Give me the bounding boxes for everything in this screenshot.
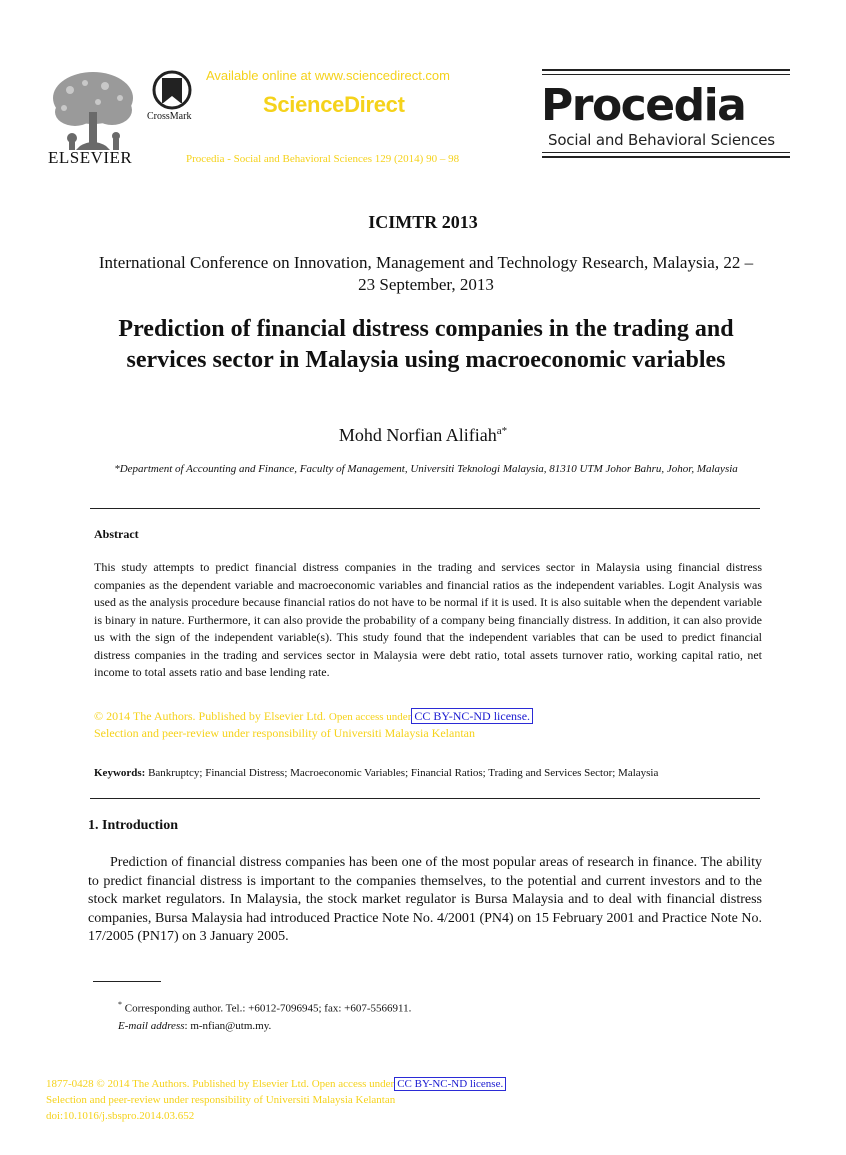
- author-affiliation: *Department of Accounting and Finance, Faculty of Management, Universiti Teknologi Malaysia, 81310 UTM Johor Bahru, Johor, Malaysia: [114, 463, 738, 475]
- license-link[interactable]: CC BY-NC-ND license.: [411, 708, 533, 724]
- keywords-label: Keywords:: [94, 767, 146, 779]
- procedia-rule-top: [542, 69, 790, 71]
- bottom-peer-review: Selection and peer-review under responsibility of Universiti Malaysia Kelantan: [46, 1094, 396, 1106]
- abstract-body: This study attempts to predict financial distress companies in the trading and services sector in Malaysia using financial distress companies as the dependent variable and macroeconomic variables and financial ratios as the independent variables. Logit Analysis was used as the analysis procedure because financial ratios do not have to be normal if it is used. It is also suitable when the dependent variable is binary in nature. Furthermore, it can also provide the probability of a company being financially distress. In addition, it can also provide us with the sign of the independent variable(s). This study found that the independent variables that can be used to predict financial distress companies in the trading and services sector in Malaysia were debt ratio, total assets turnover ratio, working capital ratio, net income to total assets ratio and base lending rate.: [94, 560, 762, 679]
- issn-copyright-line: [46, 1078, 506, 1090]
- footnote-mark: *: [118, 1000, 122, 1009]
- footnote-corresponding-text: Corresponding author. Tel.: +6012-7096945; fax: +607-5566911.: [124, 1002, 412, 1015]
- keywords-line: [94, 767, 658, 779]
- divider-bottom: [90, 798, 760, 799]
- publisher-wordmark: ELSEVIER: [48, 148, 133, 167]
- introduction-heading: 1. Introduction: [88, 818, 178, 833]
- crossmark-label: CrossMark: [147, 111, 192, 122]
- open-access-text: Open access under: [328, 711, 412, 723]
- procedia-logo: Procedia: [541, 80, 746, 131]
- issn-copyright-text: 1877-0428 © 2014 The Authors. Published by Elsevier Ltd.: [46, 1078, 309, 1090]
- procedia-rule-top-thin: [542, 74, 790, 75]
- abstract-heading: Abstract: [94, 527, 139, 541]
- introduction-body: Prediction of financial distress companies has been one of the most popular areas of research in finance. The ability to predict financial distress is important to the companies themselves, to the potential and current investors and to the stock market regulators. In Malaysia, the stock market regulator is Bursa Malaysia and to deal with financial distress companies, Bursa Malaysia had introduced Practice Note No. 4/2001 (PN4) on 15 February 2001 and Practice Note No. 17/2005 (PN17) on 3 January 2005.: [88, 855, 762, 944]
- procedia-subtitle: Social and Behavioral Sciences: [548, 131, 775, 149]
- peer-review-line: Selection and peer-review under responsibility of Universiti Malaysia Kelantan: [94, 726, 475, 740]
- footnote-corresponding: [118, 1000, 411, 1015]
- copyright-line: [94, 709, 533, 724]
- bottom-open-access-text: Open access under: [311, 1078, 395, 1090]
- paper-title: Prediction of financial distress companies in the trading and services sector in Malaysia using macroeconomic variables: [118, 316, 734, 373]
- conference-abbreviation: ICIMTR 2013: [368, 212, 478, 232]
- conference-full-name: International Conference on Innovation, Management and Technology Research, Malaysia, 22 – 23 September, 2013: [98, 253, 754, 294]
- email-label: E-mail address: [118, 1020, 185, 1032]
- doi-line[interactable]: doi:10.1016/j.sbspro.2014.03.652: [46, 1110, 195, 1122]
- footnote-email: [118, 1020, 271, 1032]
- divider-top: [90, 508, 760, 509]
- procedia-rule-bottom-thin: [542, 152, 790, 153]
- email-address[interactable]: : m-nfian@utm.my.: [184, 1020, 272, 1032]
- sciencedirect-logo: ScienceDirect: [263, 92, 405, 117]
- procedia-rule-bottom: [542, 156, 790, 158]
- author-line: [0, 425, 846, 446]
- author-mark: a*: [496, 425, 508, 437]
- journal-reference: Procedia - Social and Behavioral Sciences 129 (2014) 90 – 98: [186, 153, 460, 165]
- available-online-text[interactable]: Available online at www.sciencedirect.com: [206, 68, 450, 83]
- footnote-rule: [93, 981, 161, 982]
- copyright-text: © 2014 The Authors. Published by Elsevier Ltd.: [94, 709, 326, 723]
- author-name: Mohd Norfian Alifiah: [338, 425, 497, 445]
- bottom-license-link[interactable]: CC BY-NC-ND license.: [394, 1077, 506, 1091]
- keywords-list: Bankruptcy; Financial Distress; Macroeconomic Variables; Financial Ratios; Trading and Services Sector; Malaysia: [148, 767, 659, 779]
